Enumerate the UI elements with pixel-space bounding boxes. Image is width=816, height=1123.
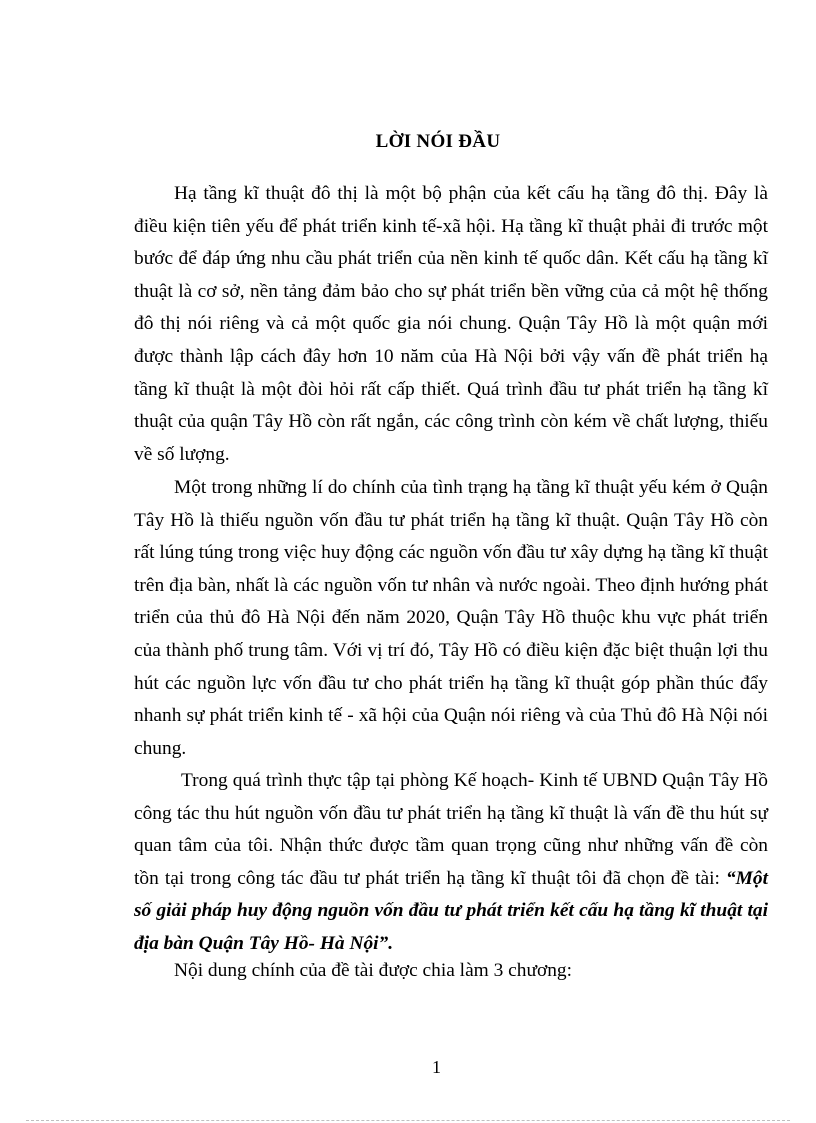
paragraph-2: Một trong những lí do chính của tình trạng hạ tầng kĩ thuật yếu kém ở Quận Tây Hồ là thiếu nguồn vốn đầu tư phát triển hạ tầng kĩ thuật. Quận Tây Hồ còn rất lúng túng trong việc huy động các nguồn vốn đầu tư xây dựng hạ tầng kĩ thuật trên địa bàn, nhất là các nguồn vốn tư nhân và nước ngoài. Theo định hướng phát triển của thủ đô Hà Nội đến năm 2020, Quận Tây Hồ thuộc khu vực phát triển của thành phố trung tâm. Với vị trí đó, Tây Hồ có điều kiện đặc biệt thuận lợi thu hút các nguồn lực vốn đầu tư cho phát triển hạ tầng kĩ thuật góp phần thúc đẩy nhanh sự phát triển kinh tế - xã hội của Quận nói riêng và của Thủ đô Hà Nội nói chung. [134, 477, 768, 759]
thesis-topic: “Một số giải pháp huy động nguồn vốn đầu tư phát triển kết cấu hạ tầng kĩ thuật tại địa bàn Quận Tây Hồ- Hà Nội” [134, 867, 768, 954]
thesis-topic-end: . [388, 932, 394, 954]
paragraph-4: Nội dung chính của đề tài được chia làm 3 chương: [174, 960, 572, 981]
page-bottom-divider [26, 1120, 790, 1121]
page-title: LỜI NÓI ĐẦU [375, 131, 501, 152]
paragraph-3 [134, 765, 768, 961]
paragraph-1: Hạ tầng kĩ thuật đô thị là một bộ phận của kết cấu hạ tầng đô thị. Đây là điều kiện tiên yếu để phát triển kinh tế-xã hội. Hạ tầng kĩ thuật phải đi trước một bước để đáp ứng nhu cầu phát triển của nền kinh tế quốc dân. Kết cấu hạ tầng kĩ thuật là cơ sở, nền tảng đảm bảo cho sự phát triển bền vững của cả một hệ thống đô thị nói riêng và cả một quốc gia nói chung. Quận Tây Hồ là một quận mới được thành lập cách đây hơn 10 năm của Hà Nội bởi vậy vấn đề phát triển hạ tầng kĩ thuật là một đòi hỏi rất cấp thiết. Quá trình đầu tư phát triển hạ tầng kĩ thuật của quận Tây Hồ còn rất ngắn, các công trình còn kém về chất lượng, thiếu về số lượng. [134, 183, 768, 465]
paragraph-3-text: Trong quá trình thực tập tại phòng Kế hoạch- Kinh tế UBND Quận Tây Hồ công tác thu hút nguồn vốn đầu tư phát triển hạ tầng kĩ thuật là vấn đề thu hút sự quan tâm của tôi. Nhận thức được tầm quan trọng cũng như những vấn đề còn tồn tại trong công tác đầu tư phát triển hạ tầng kĩ thuật tôi đã chọn đề tài: [134, 770, 768, 889]
page-number: 1 [432, 1057, 441, 1077]
